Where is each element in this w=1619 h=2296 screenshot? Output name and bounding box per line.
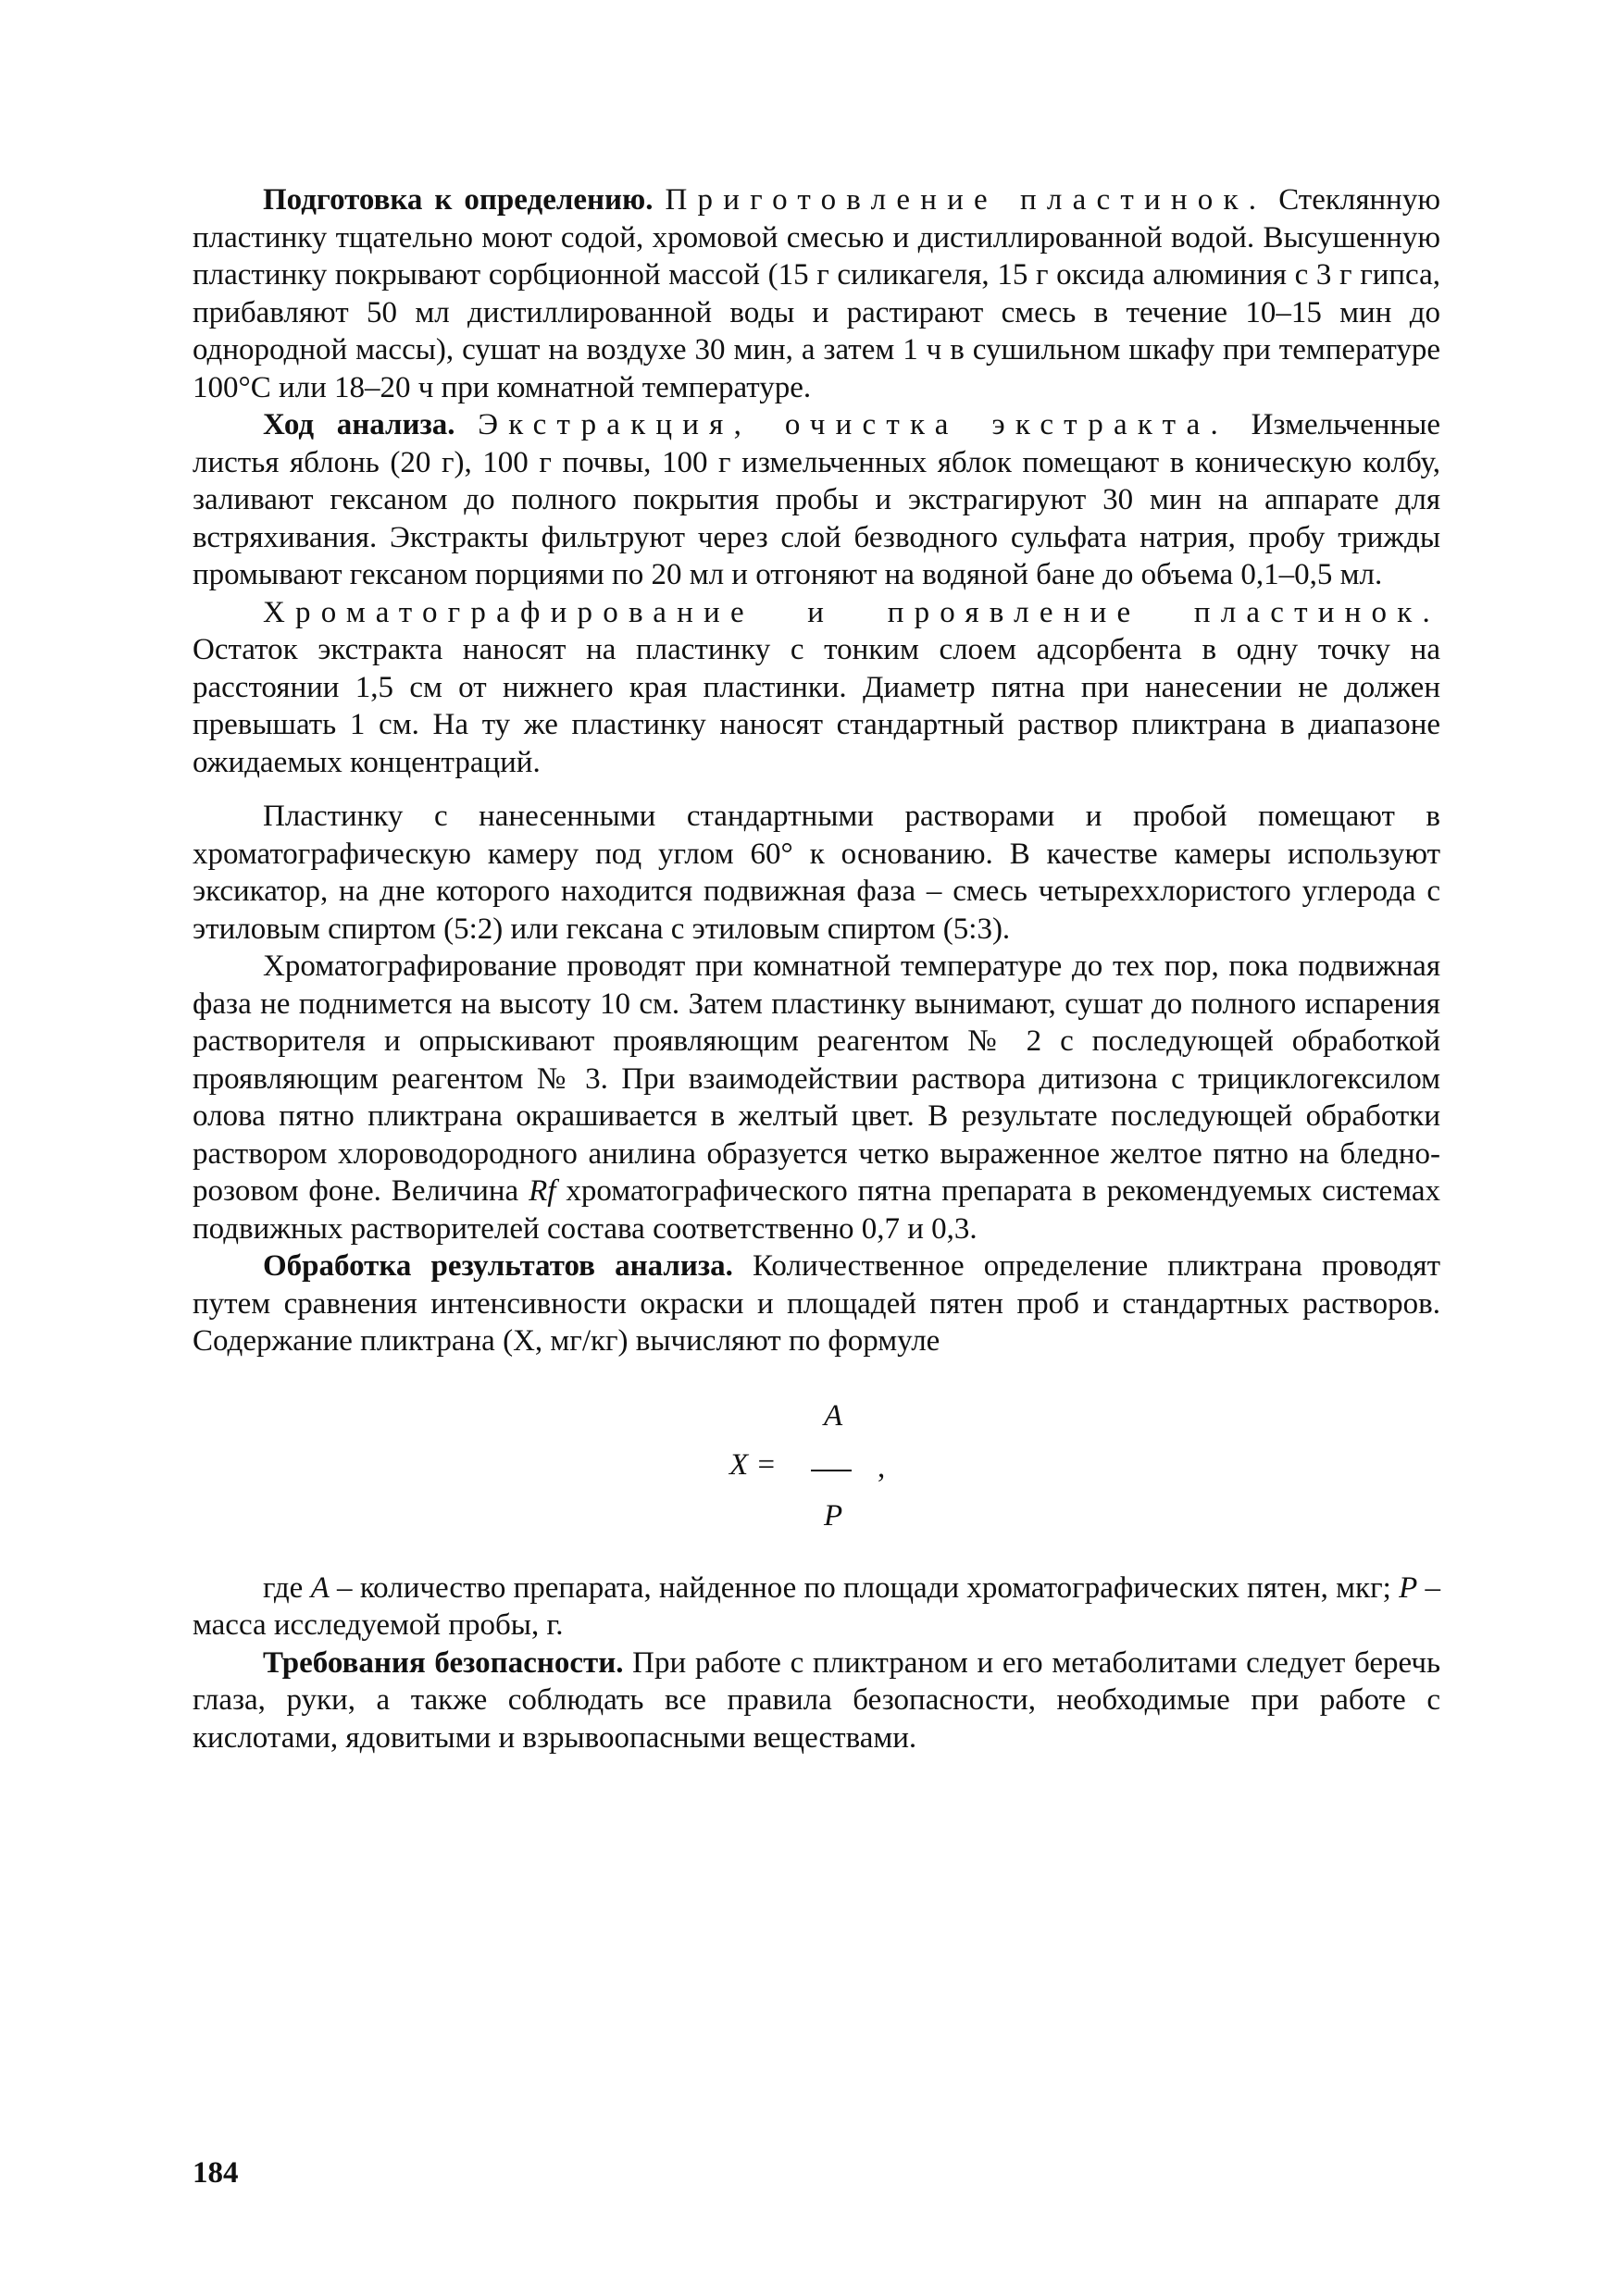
paragraph-text: – масса исследуемой пробы, г. (193, 1570, 1440, 1642)
paragraph-text: – количество препарата, найденное по площади хроматографических пятен, мкг; (329, 1570, 1400, 1605)
paragraph-text: Стеклянную пластинку тщательно моют содой, хромовой смесью и дистиллированной водой. Высушенную пластинку покрывают сорбционной массой (15 г силикагеля, 15 г оксида алюминия с 3 г гипса, прибавляют 50 мл дистиллированной воды и растирают смесь в течение 10–15 мин до однородной массы), сушат на воздухе 30 мин, а затем 1 ч в сушильном шкафу при температуре 100°С или 18–20 ч при комнатной температуре. (193, 183, 1440, 404)
paragraph-chamber (193, 798, 1440, 948)
paragraph-text: При работе с пликтраном и его метаболитами следует беречь глаза, руки, а также соблюдать все правила безопасности, необходимые при работе с кислотами, ядовитыми и взрывоопасными веществами. (193, 1645, 1440, 1755)
paragraph-text: Хроматографирование проводят при комнатной температуре до тех пор, пока подвижная фаза не поднимется на высоту 10 см. Затем пластинку вынимают, сушат до полного испарения растворителя и опрыскивают проявляющим реагентом № 2 с последующей обработкой проявляющим реагентом № 3. При взаимодействии раствора дитизона с трициклогексилом олова пятно пликтрана окрашивается в желтый цвет. В результате последующей обработки раствором хлороводородного анилина образуется четко выраженное желтое пятно на бледно-розовом фоне. Величина (193, 949, 1440, 1208)
section-heading: Подготовка к определению. (263, 183, 654, 217)
formula-numerator: A (824, 1398, 843, 1433)
var-p: P (1399, 1570, 1418, 1605)
formula-denominator: P (824, 1498, 843, 1533)
subsection-heading: Хроматографирование и проявление пластинок. (263, 595, 1440, 629)
rf-symbol: Rf (529, 1174, 556, 1208)
subsection-heading: Приготовление пластинок. (665, 183, 1267, 217)
paragraph-development (193, 948, 1440, 1247)
formula-lhs: X = (729, 1447, 777, 1482)
page-number: 184 (193, 2156, 239, 2190)
paragraph-preparation (193, 181, 1440, 406)
paragraph-analysis-extraction (193, 406, 1440, 594)
var-a: A (310, 1570, 330, 1605)
paragraph-text: хроматографического пятна препарата в рекомендуемых системах подвижных растворителей состава соответственно 0,7 и 0,3. (193, 1174, 1440, 1246)
paragraph-text: Пластинку с нанесенными стандартными растворами и пробой помещают в хроматографическую камеру под углом 60° к основанию. В качестве камеры используют эксикатор, на дне которого находится подвижная фаза – смесь четыреххлористого углерода с этиловым спиртом (5:2) или гексана с этиловым спиртом (5:3). (193, 800, 1440, 946)
section-heading: Обработка результатов анализа. (263, 1249, 733, 1283)
paragraph-legend (193, 1570, 1440, 1644)
section-heading: Требования безопасности. (263, 1645, 624, 1680)
page-body (193, 181, 1440, 1756)
formula (193, 1386, 1440, 1545)
paragraph-results (193, 1247, 1440, 1360)
paragraph-chromatography (193, 594, 1440, 782)
paragraph-text: где (263, 1570, 311, 1605)
paragraph-text: Измельченные листья яблонь (20 г), 100 г почвы, 100 г измельченных яблок помещают в коническую колбу, заливают гексаном до полного покрытия пробы и экстрагируют 30 мин на аппарате для встряхивания. Экстракты фильтруют через слой безводного сульфата натрия, пробу трижды промывают гексаном порциями по 20 мл и отгоняют на водяной бане до объема 0,1–0,5 мл. (193, 408, 1440, 591)
section-heading: Ход анализа. (263, 408, 455, 441)
paragraph-safety (193, 1644, 1440, 1757)
paragraph-text: Количественное определение пликтрана проводят путем сравнения интенсивности окраски и площадей пятен проб и стандартных растворов. Содержание пликтрана (X, мг/кг) вычисляют по формуле (193, 1249, 1440, 1358)
formula-comma: , (878, 1450, 886, 1484)
paragraph-text: Остаток экстракта наносят на пластинку с тонким слоем адсорбента в одну точку на расстоянии 1,5 см от нижнего края пластинки. Диаметр пятна при нанесении не должен превышать 1 см. На ту же пластинку наносят стандартный раствор пликтрана в диапазоне ожидаемых концентраций. (193, 633, 1440, 779)
subsection-heading: Экстракция, очистка экстракта. (478, 408, 1229, 441)
fraction-bar (811, 1470, 852, 1471)
